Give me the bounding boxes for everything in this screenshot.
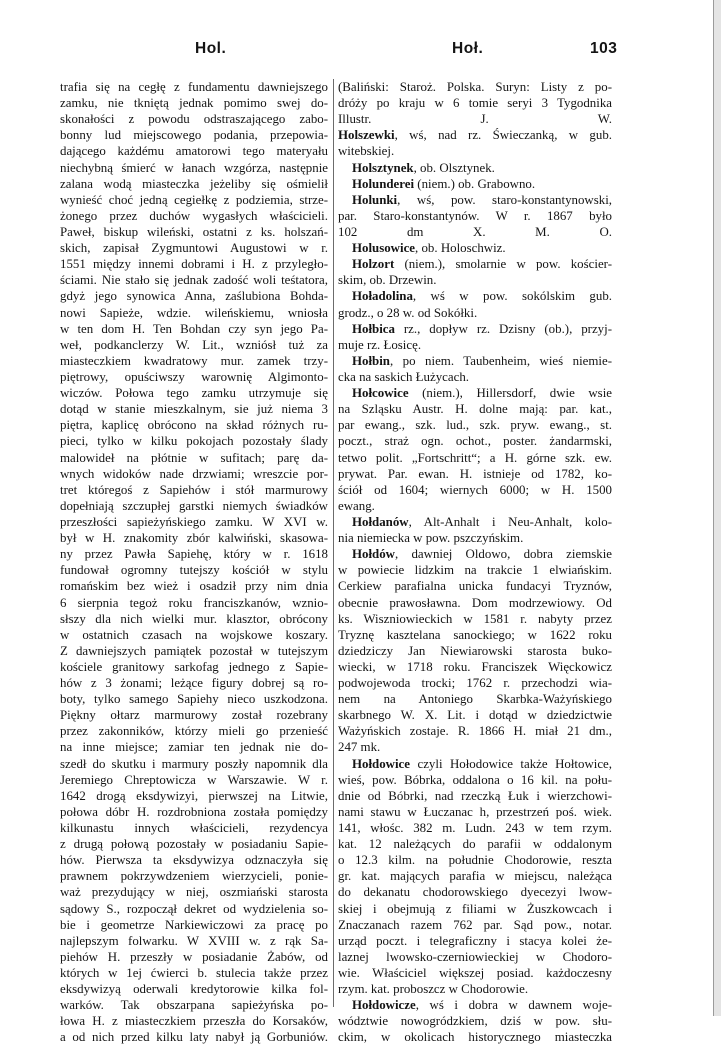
text-line: [60, 884, 328, 900]
line-text: waż prezydujący w niej, oszmiański starosta: [60, 885, 328, 900]
text-line: [338, 901, 612, 917]
line-text: , ob. Olsztynek.: [413, 160, 495, 175]
line-text: Piękny ołtarz marmurowy został rozebrany: [60, 708, 328, 723]
line-text: słszy dla nich wielki mur. klasztor, obrócony: [60, 611, 328, 626]
line-text: miasteczkiem kwadratowy mur. zamek trzy-: [60, 353, 328, 368]
line-text: skonałości z powodu odstraszającego zabo-: [60, 112, 328, 127]
text-line: [338, 321, 612, 337]
line-text: urząd poczt. i telegraficzny i stacya kolei że-: [338, 933, 612, 948]
line-text: 1551 między innemi dobrami i H. z przyległo-: [60, 257, 328, 272]
line-text: w ten dom H. Ten Bohdan czy syn jego Pa-: [60, 321, 328, 336]
line-text: ks. Wiszniowieckich w 1581 r. nabyty przez: [338, 611, 612, 626]
line-text: żonego przez duchów wygasłych właścicieli.: [60, 208, 328, 223]
line-text: do dekanatu chodorowskiego dyecezyi lwow-: [338, 885, 612, 900]
text-line: [338, 868, 612, 884]
line-text: romańskim bez wież i osadził przy nim dnia: [60, 579, 328, 594]
line-text: Illustr. J. W.: [338, 112, 612, 127]
line-text: rzym. kat. proboszcz w Chodorowie.: [338, 982, 529, 997]
text-line: [60, 981, 328, 997]
line-text: na Szląsku Austr. H. dolne mają: par. kat.,: [338, 402, 612, 417]
text-line: [338, 723, 612, 739]
line-text: Z dawniejszych pamiątek pozostał w tutejszym: [60, 643, 328, 658]
text-line: [60, 337, 328, 353]
line-text: cka na saskich Łużycach.: [338, 369, 469, 384]
line-text: nem na Antoniego Skarbka-Ważyńskiego: [338, 692, 612, 707]
text-line: [60, 772, 328, 788]
text-line: [60, 369, 328, 385]
text-line: [338, 933, 612, 949]
line-text: , wś, nad rz. Świeczanką, w gub.: [394, 128, 612, 143]
line-text: skich, zapisał Zygmuntowi Augustowi w r.: [60, 241, 328, 256]
scan-page-edge: [713, 0, 721, 1016]
line-text: , po niem. Taubenheim, wieś niemie-: [389, 353, 612, 368]
text-line: [338, 804, 612, 820]
line-text: par. Staro-konstantynów. W r. 1867 było: [338, 208, 612, 223]
text-line: [60, 852, 328, 868]
line-text: z drugą połową pozostały w posiadaniu Sapie-: [60, 837, 328, 852]
text-line: [60, 691, 328, 707]
text-line: [338, 643, 612, 659]
text-line: [60, 820, 328, 836]
text-line: [60, 836, 328, 852]
text-line: [338, 466, 612, 482]
line-text: fundował ogromny tutejszy kościół w stylu: [60, 563, 328, 578]
line-text: tetwo polit. „Fortschritt“; a H. górne szk. ew.: [338, 450, 612, 465]
line-text: 102 dm X. M. O.: [338, 224, 612, 239]
text-line: [338, 1029, 612, 1045]
line-text: , wś, pow. staro-konstantynowski,: [397, 192, 612, 207]
text-line: [60, 530, 328, 546]
text-line: [338, 482, 612, 498]
text-line: [60, 933, 328, 949]
line-text: najlepszym folwarku. W XVIII w. z rąk Sa-: [60, 933, 328, 948]
text-line: [338, 498, 612, 514]
text-line: [338, 111, 612, 127]
line-text: 141, włośc. 382 m. Ludn. 243 w tem rzym.: [338, 821, 612, 836]
line-text: wiecki, w 1718 roku. Franciszek Więckowicz: [338, 659, 612, 674]
text-line: [338, 369, 612, 385]
line-text: Tryznę kasztelana sanockiego; w 1622 roku: [338, 627, 612, 642]
text-line: [60, 160, 328, 176]
line-text: tret któregoś z Sapiehów i stół marmurowy: [60, 482, 328, 497]
text-line: [60, 546, 328, 562]
line-text: , dawniej Oldowo, dobra ziemskie: [394, 547, 612, 562]
entry-headword: Holusowice: [352, 241, 416, 256]
text-line: [60, 305, 328, 321]
text-line: [338, 417, 612, 433]
line-text: ewang.: [338, 498, 375, 513]
line-text: wiczów. Połowa tego zamku utrzymuje się: [60, 386, 328, 401]
line-text: podwojewoda trocki; 1762 r. przechodzi wia-: [338, 676, 612, 691]
line-text: połowa dóbr H. rozdrobniona została pomiędzy: [60, 804, 328, 819]
entry-headword: Holunderei: [352, 176, 415, 191]
text-line: [338, 1013, 612, 1029]
line-text: (niem.), smolarnie w pow. kościer-: [394, 257, 612, 272]
entry-headword: Hołdów: [352, 547, 395, 562]
line-text: ściół od 1604; wiernych 6000; w H. 1500: [338, 482, 612, 497]
line-text: (niem.) ob. Grabowno.: [414, 176, 536, 191]
text-line: [60, 1013, 328, 1029]
line-text: bonny lud miejscowego podania, przepowia-: [60, 128, 328, 143]
line-text: (niem.), Hillersdorf, dwie wsie: [408, 386, 612, 401]
line-text: pieci, tylko w kilku pokojach pozostały ślady: [60, 434, 328, 449]
line-text: skarbnego W. X. Lit. i dotąd w dziedzictwie: [338, 708, 612, 723]
line-text: hów z 3 żonami; leżące figury dobrej są ro-: [60, 676, 328, 691]
line-text: skiej i obejmują z filiami w Żuszkowcach i: [338, 901, 612, 916]
line-text: prawnem pokrzywdzeniem wierzycieli, ponie-: [60, 869, 328, 884]
text-line: [338, 288, 612, 304]
line-text: , Alt-Anhalt i Neu-Anhalt, kolo-: [408, 514, 612, 529]
text-line: [60, 111, 328, 127]
line-text: hów. Pierwsza ta eksdywizya odznaczyła się: [60, 853, 328, 868]
line-text: Znaczanach razem 762 par. Sąd pow., notar.: [338, 917, 612, 932]
text-line: [338, 79, 612, 95]
line-text: dopełniają szczupłej garstki niemych świadków: [60, 498, 328, 513]
text-line: [338, 981, 612, 997]
line-text: dnie od Bóbrki, nad rzeczką Łuk i wierzchowi-: [338, 788, 612, 803]
text-line: [338, 530, 612, 546]
line-text: piehów H. przeszły w posiadanie Żabów, od: [60, 949, 328, 964]
text-line: [338, 385, 612, 401]
column-divider: [333, 79, 334, 1007]
text-line: [60, 917, 328, 933]
text-line: [60, 965, 328, 981]
text-line: [60, 723, 328, 739]
line-text: wynieść choć jedną cegiełkę z podziemia, strze-: [60, 192, 328, 207]
line-text: Ważyńskich zostaje. R. 1866 H. miał 21 dm.,: [338, 724, 612, 739]
text-line: [60, 949, 328, 965]
line-text: dróży po kraju w 6 tomie seryi 3 Tygodnika: [338, 96, 612, 111]
text-line: [338, 997, 612, 1013]
line-text: ny przez Pawła Sapiehę, który w r. 1618: [60, 547, 328, 562]
text-line: [338, 756, 612, 772]
line-text: , ob. Holoschwiz.: [415, 241, 506, 256]
entry-headword: Holunki: [352, 192, 398, 207]
line-text: w powiecie lidzkim na trakcie 1 elwiańskim.: [338, 563, 612, 578]
entry-headword: Hołbin: [352, 353, 390, 368]
text-line: [338, 305, 612, 321]
text-line: [60, 353, 328, 369]
text-line: [338, 127, 612, 143]
text-line: [338, 337, 612, 353]
entry-headword: Hołdanów: [352, 514, 409, 529]
text-line: [338, 949, 612, 965]
text-line: [60, 385, 328, 401]
line-text: witebskiej.: [338, 144, 395, 159]
text-line: [338, 562, 612, 578]
text-line: [60, 95, 328, 111]
running-header: [0, 40, 720, 64]
line-text: niechybną śmierć w łanach wzgórza, następnie: [60, 160, 328, 175]
text-line: [60, 739, 328, 755]
text-line: [60, 498, 328, 514]
text-line: [338, 659, 612, 675]
line-text: przeszłości sapieżyńskiego zamku. W XVI w.: [60, 514, 328, 529]
line-text: wnych widoków nade drzwiami; wreszcie por-: [60, 466, 328, 481]
right-text-column: [338, 79, 612, 1045]
text-line: [60, 79, 328, 95]
line-text: gdyż jego synowica Anna, zaślubiona Bohda-: [60, 289, 328, 304]
text-line: [60, 417, 328, 433]
line-text: obecnie prawosławna. Dom modrzewiowy. Od: [338, 595, 612, 610]
text-line: [60, 788, 328, 804]
line-text: 247 mk.: [338, 740, 381, 755]
line-text: nia niemiecka w pow. pszczyńskim.: [338, 531, 524, 546]
line-text: weł, podkanclerzy W. Lit., wzniósł tuż za: [60, 337, 328, 352]
text-line: [338, 272, 612, 288]
line-text: dziedziczy Jan Niewiarowski starosta buko-: [338, 643, 612, 658]
line-text: ściami. Nie stało się jednak zadość woli teśtatora,: [60, 273, 328, 288]
line-text: wództwie nowogródzkiem, dziś w pow. słu-: [338, 1014, 612, 1029]
line-text: grodz., o 28 w. od Sokółki.: [338, 305, 478, 320]
line-text: bie i geometrze Narkiewiczowi za pracę po: [60, 917, 328, 932]
line-text: zalana wodą miasteczka jeżeliby się ośmielił: [60, 176, 328, 191]
text-line: [60, 433, 328, 449]
text-line: [338, 884, 612, 900]
line-text: sądowy S., rozpoczął dekret od wydzielenia so-: [60, 901, 328, 916]
text-line: [60, 208, 328, 224]
text-line: [60, 756, 328, 772]
line-text: wieś, pow. Bóbrka, oddalona o 16 kil. na połu-: [338, 772, 612, 787]
line-text: poczt., straż ogn. ochot., poster. żandarmski,: [338, 434, 612, 449]
line-text: , wś w pow. sokólskim gub.: [412, 289, 612, 304]
line-text: prywat. Par. ewan. H. istnieje od 1782, ko-: [338, 466, 612, 481]
text-line: [338, 208, 612, 224]
text-line: [338, 160, 612, 176]
text-line: [338, 739, 612, 755]
text-line: [338, 820, 612, 836]
text-line: [60, 675, 328, 691]
text-line: [60, 562, 328, 578]
text-line: [60, 224, 328, 240]
entry-headword: Hołcowice: [352, 386, 409, 401]
text-line: [60, 321, 328, 337]
text-line: [60, 611, 328, 627]
text-line: [338, 627, 612, 643]
line-text: par ewang., szk. lud., szk. pryw. ewang., st.: [338, 418, 612, 433]
text-line: [338, 836, 612, 852]
entry-headword: Hołdowicze: [352, 998, 416, 1013]
line-text: czyli Hołodowice także Hołtowice,: [410, 756, 612, 771]
line-text: Paweł, biskup wileński, ostatni z ks. holszań-: [60, 224, 328, 239]
line-text: warków. Tak obszarpana sapieżyńska po-: [60, 998, 328, 1013]
text-line: [338, 256, 612, 272]
line-text: łowa H. z miasteczkiem przeszła do Korsaków,: [60, 1014, 328, 1029]
text-line: [60, 450, 328, 466]
text-line: [60, 578, 328, 594]
entry-headword: Holsztynek: [352, 160, 414, 175]
text-line: [60, 868, 328, 884]
text-line: [60, 707, 328, 723]
text-line: [60, 127, 328, 143]
line-text: boty, tylko samego Sapiehy nieco uszkodzona.: [60, 692, 328, 707]
text-line: [60, 176, 328, 192]
line-text: trafia się na cegłę z fundamentu dawniejszego: [60, 80, 328, 94]
text-line: [338, 240, 612, 256]
line-text: a od nich przed kilku laty nabył ją Gorbuniów.: [60, 1030, 328, 1045]
text-line: [338, 691, 612, 707]
line-text: na inne miejsce; zamiar ten jednak nie do-: [60, 740, 328, 755]
text-line: [338, 788, 612, 804]
line-text: piętra, kaplicę obrócono na skład różnych ru-: [60, 418, 328, 433]
text-line: [60, 192, 328, 208]
line-text: (Baliński: Staroż. Polska. Suryn: Listy z po-: [338, 80, 612, 94]
text-line: [60, 1029, 328, 1045]
text-line: [338, 852, 612, 868]
entry-headword: Hołbica: [352, 321, 395, 336]
line-text: gr. kat. mających parafia w miejscu, należąca: [338, 869, 612, 884]
line-text: o 12.3 kilm. na południe Chodorowie, reszta: [338, 853, 612, 868]
text-line: [60, 997, 328, 1013]
text-line: [60, 627, 328, 643]
text-line: [338, 192, 612, 208]
text-line: [60, 643, 328, 659]
text-line: [60, 466, 328, 482]
text-line: [60, 659, 328, 675]
entry-headword: Holzort: [352, 257, 395, 272]
line-text: kościele granitowy sarkofag jednego z Sapie-: [60, 659, 328, 674]
text-line: [60, 514, 328, 530]
line-text: Jeremiego Chreptowicza w Warszawie. W r.: [60, 772, 328, 787]
line-text: eksdywizyą oderwali kredytorowie kilka fol-: [60, 982, 328, 997]
line-text: skim, ob. Drzewin.: [338, 273, 437, 288]
text-line: [338, 965, 612, 981]
text-line: [338, 546, 612, 562]
text-line: [338, 224, 612, 240]
line-text: nowi Sapieże, wdzie. wileńskiemu, wniosła: [60, 305, 328, 320]
line-text: kat. 12 należących do parafii w oddalonym: [338, 837, 612, 852]
text-line: [60, 804, 328, 820]
left-text-column: [60, 79, 328, 1045]
line-text: ckim, w okolicach historycznego miasteczka: [338, 1030, 612, 1045]
text-line: [60, 240, 328, 256]
text-line: [338, 707, 612, 723]
line-text: dotąd w stanie mieszkalnym, sie już niema 3: [60, 402, 328, 417]
text-line: [338, 772, 612, 788]
text-line: [60, 256, 328, 272]
running-head-center: Hoł.: [452, 40, 484, 57]
text-line: [338, 401, 612, 417]
line-text: zamku, nie tkniętą jednak pomimo swej do-: [60, 96, 328, 111]
line-text: , wś i dobra w dawnem woje-: [415, 998, 612, 1013]
text-line: [60, 482, 328, 498]
entry-headword: Hoładolina: [352, 289, 413, 304]
line-text: których w 1ej ćwierci b. stulecia także przez: [60, 966, 328, 981]
line-text: Cerkiew parafialna unicka fundacyi Tryznów,: [338, 579, 612, 594]
line-text: był w H. znakomity zbór kalwiński, skasowa-: [60, 531, 328, 546]
text-line: [60, 272, 328, 288]
line-text: laznej lwowsko-czerniowieckiej w Chodoro-: [338, 949, 612, 964]
line-text: przez zakonników, którzy mieli go przenieść: [60, 724, 328, 739]
text-line: [338, 917, 612, 933]
text-line: [338, 595, 612, 611]
line-text: piętrowy, opuściwszy warownię Algimonto-: [60, 369, 328, 384]
text-line: [338, 95, 612, 111]
line-text: nami stawu w Łuczanac h, przestrzeń poś. wiek.: [338, 804, 612, 819]
text-line: [338, 514, 612, 530]
page-number: 103: [590, 40, 618, 57]
text-line: [60, 901, 328, 917]
line-text: muje rz. Łosicę.: [338, 337, 422, 352]
text-line: [60, 595, 328, 611]
text-line: [338, 433, 612, 449]
text-line: [338, 143, 612, 159]
line-text: rz., dopływ rz. Dzisny (ob.), przyj-: [394, 321, 612, 336]
line-text: dającego każdému amatorowi tego materyału: [60, 144, 328, 159]
text-line: [338, 611, 612, 627]
line-text: wie. Właściciel większej posiad. każdoczesny: [338, 966, 612, 981]
text-line: [338, 578, 612, 594]
text-line: [338, 675, 612, 691]
text-line: [60, 288, 328, 304]
text-line: [60, 401, 328, 417]
entry-headword: Holszewki: [338, 128, 395, 143]
line-text: 1642 drogą eksdywizyi, pierwszej na Litwie,: [60, 788, 328, 803]
line-text: 6 sierpnia tegoż roku franciszkanów, wznio-: [60, 595, 328, 610]
text-line: [338, 450, 612, 466]
line-text: kilkunastu innych właścicieli, rezydencya: [60, 821, 328, 836]
line-text: szedł do skutku i marmury poszły napomnik dla: [60, 756, 328, 771]
entry-headword: Hołdowice: [352, 756, 411, 771]
line-text: malowideł na płótnie w sufitach; parę da-: [60, 450, 328, 465]
line-text: w ostatnich czasach na wojskowe koszary.: [60, 627, 328, 642]
text-line: [60, 143, 328, 159]
running-head-left: Hol.: [195, 40, 227, 57]
text-line: [338, 176, 612, 192]
text-line: [338, 353, 612, 369]
